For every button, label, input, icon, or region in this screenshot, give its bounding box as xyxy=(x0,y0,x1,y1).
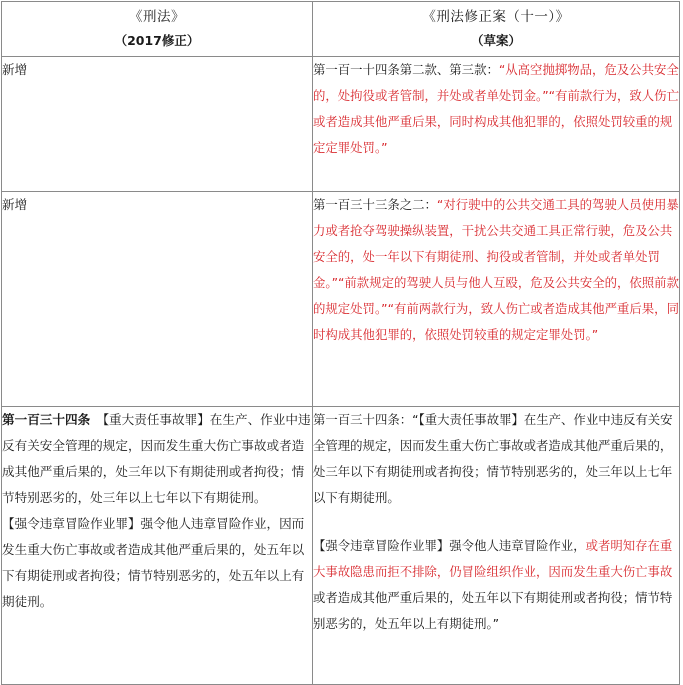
right-column-subtitle: （草案） xyxy=(470,33,521,48)
row3-left-paragraph-2: 【强令违章冒险作业罪】强令他人违章冒险作业，因而发生重大伤亡事故或者造成其他严重后果的，处五年以下有期徒刑或者拘役；情节特别恶劣的，处五年以上有期徒刑。 xyxy=(2,516,305,609)
row3-left-paragraph-1: 【重大责任事故罪】在生产、作业中违反有关安全管理的规定，因而发生重大伤亡事故或者造成其他严重后果的，处三年以下有期徒刑或者拘役；情节特别恶劣的，处三年以上七年以下有期徒刑。 xyxy=(2,412,311,505)
row2-left-text: 新增 xyxy=(2,197,28,212)
row3-left-cell xyxy=(2,407,313,685)
left-column-subtitle: （2017修正） xyxy=(114,33,200,48)
row2-right-prefix: 第一百三十三条之二： xyxy=(313,197,437,212)
left-column-title: 《刑法》 xyxy=(129,9,185,25)
row2-right-amendment: “对行驶中的公共交通工具的驾驶人员使用暴力或者抢夺驾驶操纵装置，干扰公共交通工具正常行驶，危及公共安全的，处一年以下有期徒刑、拘役或者管制，并处或者单处罚金。”“前款规定的驾驶人员与他人互殴，危及公共安全的，依照前款的规定处罚。”“有前两款行为，致人伤亡或者造成其他严重后果，同时构成其他犯罪的，依照处罚较重的规定定罪处罚。” xyxy=(313,197,679,342)
row1-right-prefix: 第一百一十四条第二款、第三款： xyxy=(313,62,499,77)
header-left-cell xyxy=(2,2,313,57)
table-row xyxy=(2,57,680,192)
header-right-cell xyxy=(313,2,680,57)
table-row xyxy=(2,407,680,685)
row3-right-amendment: 或者明知存在重大事故隐患而拒不排除，仍冒险组织作业，因而发生重大伤亡事故 xyxy=(313,538,673,579)
right-column-title: 《刑法修正案（十一）》 xyxy=(422,9,570,25)
comparison-table xyxy=(1,1,680,685)
paragraph-gap xyxy=(313,511,679,533)
row1-right-amendment: “从高空抛掷物品，危及公共安全的，处拘役或者管制，并处或者单处罚金。”“有前款行为，致人伤亡或者造成其他严重后果，同时构成其他犯罪的，依照处罚较重的规定定罪处罚。” xyxy=(313,62,679,155)
row1-left-text: 新增 xyxy=(2,62,28,77)
row2-left-cell xyxy=(2,192,313,407)
row3-right-paragraph-2a: 【强令违章冒险作业罪】强令他人违章冒险作业， xyxy=(313,538,586,553)
row2-right-cell xyxy=(313,192,680,407)
row3-right-paragraph-1: 第一百三十四条：“【重大责任事故罪】在生产、作业中违反有关安全管理的规定，因而发生重大伤亡事故或者造成其他严重后果的，处三年以下有期徒刑或者拘役；情节特别恶劣的，处三年以上七年以下有期徒刑。 xyxy=(313,412,673,505)
row1-left-cell xyxy=(2,57,313,192)
header-row xyxy=(2,2,680,57)
row3-right-paragraph-2b: 或者造成其他严重后果的，处五年以下有期徒刑或者拘役；情节特别恶劣的，处五年以上有期徒刑。” xyxy=(313,590,673,631)
row1-right-cell xyxy=(313,57,680,192)
row3-right-cell xyxy=(313,407,680,685)
table-row xyxy=(2,192,680,407)
row3-left-article-number: 第一百三十四条 xyxy=(2,412,91,427)
